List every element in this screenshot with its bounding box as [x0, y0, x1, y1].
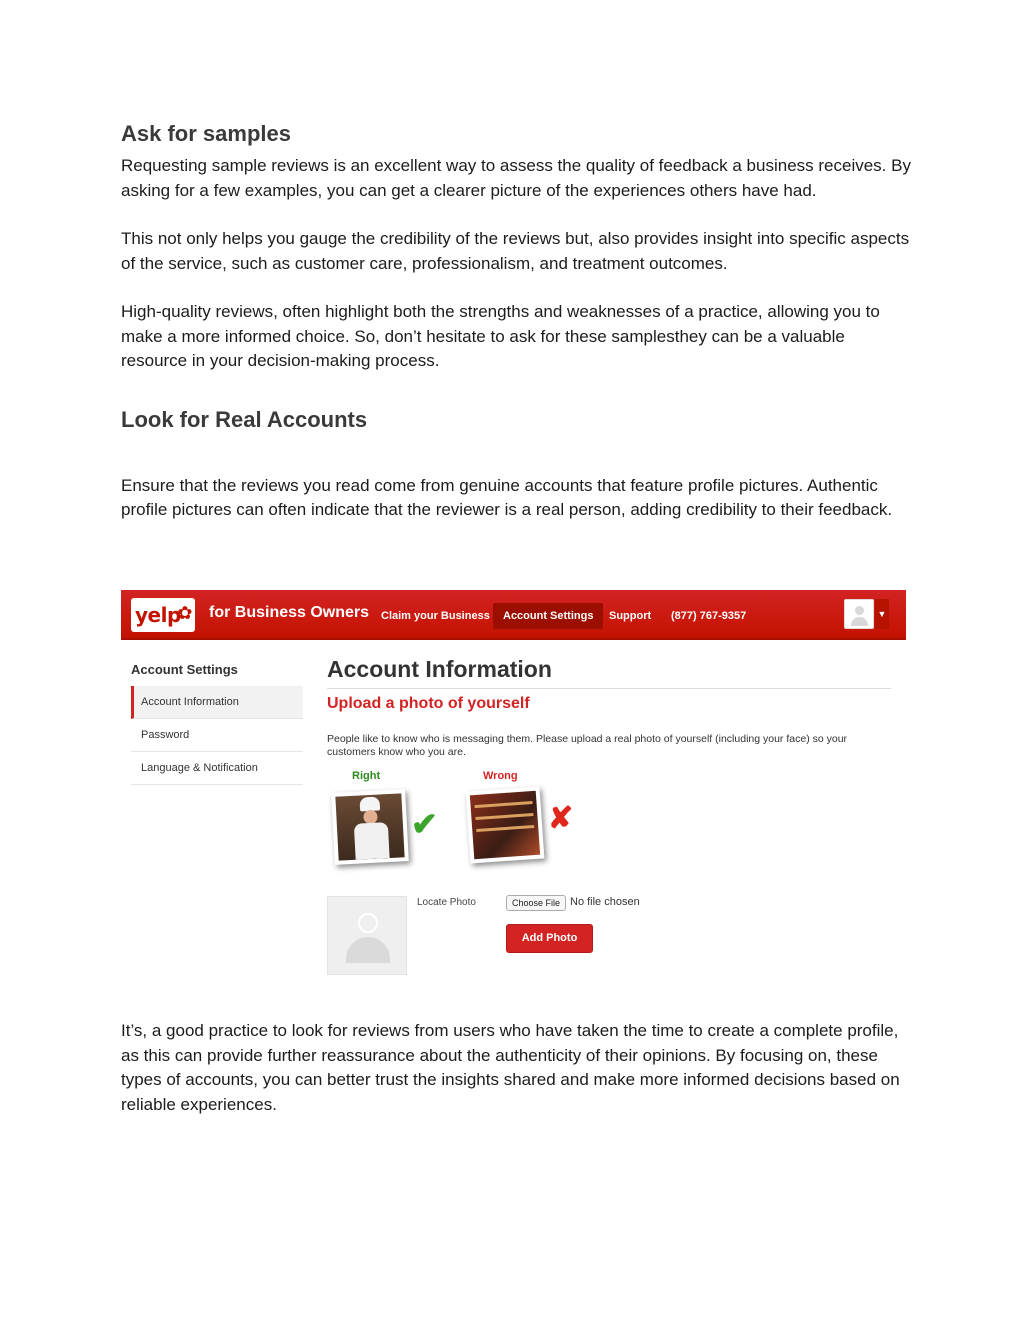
avatar-icon[interactable] [844, 599, 874, 629]
sidebar-title: Account Settings [131, 662, 238, 677]
sidebar-item-language-notification[interactable]: Language & Notification [131, 752, 303, 785]
caret-down-icon[interactable]: ▼ [875, 599, 889, 629]
title-divider [327, 688, 891, 689]
wrong-example-label: Wrong [483, 770, 518, 782]
upload-subtitle: Upload a photo of yourself [327, 695, 530, 712]
heading-real-accounts: Look for Real Accounts [121, 406, 368, 432]
locate-photo-label: Locate Photo [417, 897, 476, 908]
yelp-header-bar [121, 590, 906, 640]
yelp-logo-text: yelp [135, 603, 181, 627]
choose-file-button[interactable]: Choose File [506, 895, 566, 911]
nav-account-settings[interactable]: Account Settings [493, 603, 603, 629]
cross-icon: ✘ [548, 802, 574, 835]
paragraph-samples-3: High-quality reviews, often highlight both the strengths and weaknesses of a practice, allowing you to make a more informed choice. So, don’t hesitate to ask for these samplesthey can be a valuable resource in your decision-making process. [121, 302, 880, 370]
yelp-burst-icon: ✿ [177, 603, 192, 624]
yelp-account-screenshot [121, 590, 906, 986]
check-icon: ✔ [411, 806, 438, 842]
sidebar-item-password[interactable]: Password [131, 719, 303, 752]
yelp-logo[interactable] [131, 598, 195, 632]
nav-phone-number: (877) 767-9357 [671, 610, 747, 622]
add-photo-button[interactable]: Add Photo [506, 924, 593, 953]
page-title: Account Information [327, 656, 552, 682]
heading-ask-for-samples: Ask for samples [121, 121, 291, 146]
nav-claim-business[interactable]: Claim your Business [381, 610, 490, 622]
user-placeholder-icon [327, 896, 407, 975]
upload-description: People like to know who is messaging them. Please upload a real photo of yourself (including your face) so your customers know who you are. [327, 733, 848, 758]
paragraph-samples-2: This not only helps you gauge the credibility of the reviews but, also provides insight into specific aspects of the service, such as customer care, professionalism, and treatment outcomes. [121, 229, 910, 273]
paragraph-samples-1: Requesting sample reviews is an excellent way to assess the quality of feedback a business receives. By asking for a few examples, you can get a clearer picture of the experiences others have had. [121, 156, 911, 200]
right-example-label: Right [352, 770, 381, 782]
nav-support[interactable]: Support [609, 610, 652, 622]
sidebar-list [131, 686, 303, 785]
paragraph-real-accounts-2: It’s, a good practice to look for reviews from users who have taken the time to create a complete profile, as this can provide further reassurance about the authenticity of their opinions. By focusing on, these types of accounts, you can better trust the insights shared and make more informed decisions based on reliable experiences. [121, 1021, 900, 1114]
file-status-text: No file chosen [570, 896, 640, 908]
section-ask-for-samples [121, 118, 911, 523]
wrong-example-photo [466, 787, 545, 864]
section-real-accounts-continued [121, 1019, 911, 1117]
right-example-photo [331, 789, 409, 865]
sidebar-item-account-information[interactable]: Account Information [131, 686, 303, 719]
paragraph-real-accounts-1: Ensure that the reviews you read come from genuine accounts that feature profile pictures. Authentic profile pictures can often indicate that the reviewer is a real person, adding credibility to their feedback. [121, 475, 893, 519]
header-title: for Business Owners [209, 604, 370, 621]
